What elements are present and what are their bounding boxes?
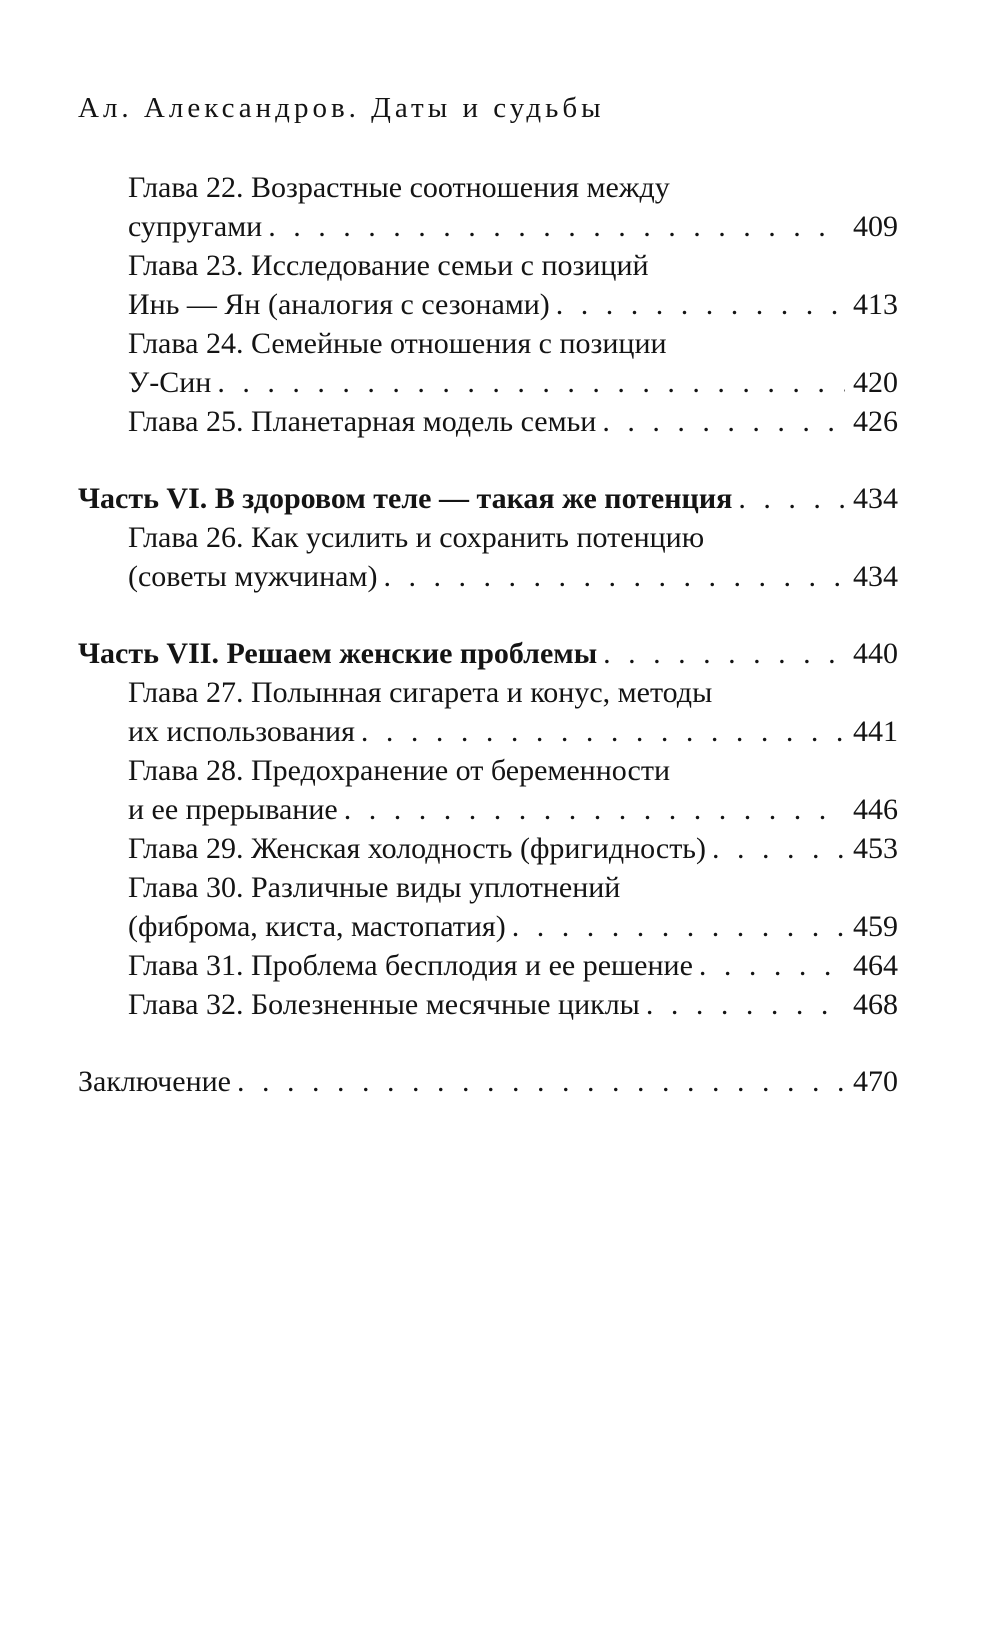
dot-leader (556, 285, 845, 324)
toc-chapter-entry[interactable] (78, 829, 898, 868)
toc-page-number: 446 (853, 793, 898, 826)
toc-title-line: У-Син (128, 366, 212, 399)
toc-page-number: 434 (853, 560, 898, 593)
toc-title-line: Глава 32. Болезненные месячные циклы (128, 988, 640, 1021)
dot-leader (217, 363, 845, 402)
toc-last-line (128, 790, 898, 829)
dot-leader (699, 946, 845, 985)
toc-title-line: (фиброма, киста, мастопатия) (128, 910, 506, 943)
toc-last-line (128, 363, 898, 402)
dot-leader (344, 790, 845, 829)
toc-page-number: 409 (853, 210, 898, 243)
toc-page-number: 420 (853, 366, 898, 399)
toc-chapter-entry[interactable] (78, 946, 898, 985)
dot-leader (512, 907, 845, 946)
toc-page-number: 426 (853, 405, 898, 438)
toc-last-line (128, 907, 898, 946)
dot-leader (361, 712, 845, 751)
toc-last-line (128, 985, 898, 1024)
toc-title-line: Заключение (78, 1065, 231, 1098)
toc-title-line: Часть VII. Решаем женские проблемы (78, 637, 598, 670)
toc-part-entry[interactable] (78, 634, 898, 673)
toc-title-line: супругами (128, 210, 263, 243)
dot-leader (712, 829, 845, 868)
toc-chapter-entry[interactable] (78, 518, 898, 596)
table-of-contents (78, 168, 898, 1101)
toc-last-line (128, 557, 898, 596)
toc-last-line (78, 1062, 898, 1101)
dot-leader (237, 1062, 845, 1101)
toc-chapter-entry[interactable] (78, 324, 898, 402)
toc-chapter-entry[interactable] (78, 402, 898, 441)
toc-page-number: 434 (853, 482, 898, 515)
toc-last-line (128, 402, 898, 441)
toc-title-line: и ее прерывание (128, 793, 338, 826)
toc-page-number: 441 (853, 715, 898, 748)
section-gap (78, 596, 898, 634)
toc-title-line: Глава 25. Планетарная модель семьи (128, 405, 597, 438)
toc-last-line (128, 285, 898, 324)
toc-title-line: Глава 28. Предохранение от беременности (128, 754, 671, 787)
dot-leader (603, 634, 845, 673)
toc-title-line: Глава 30. Различные виды уплотнений (128, 871, 621, 904)
toc-chapter-entry[interactable] (78, 673, 898, 751)
section-gap (78, 441, 898, 479)
toc-title-line: Глава 22. Возрастные соотношения между (128, 171, 670, 204)
toc-page-number: 453 (853, 832, 898, 865)
toc-last-line (78, 634, 898, 673)
toc-last-line (128, 829, 898, 868)
toc-title-line: Часть VI. В здоровом теле — такая же потенция (78, 482, 733, 515)
dot-leader (268, 207, 845, 246)
toc-title-line: Глава 27. Полынная сигарета и конус, методы (128, 676, 713, 709)
dot-leader (646, 985, 845, 1024)
toc-title-line: Глава 23. Исследование семьи с позиций (128, 249, 649, 282)
toc-page-number: 470 (853, 1065, 898, 1098)
toc-title-line: Глава 26. Как усилить и сохранить потенцию (128, 521, 705, 554)
toc-last-line (128, 712, 898, 751)
toc-part-entry[interactable] (78, 479, 898, 518)
dot-leader (383, 557, 845, 596)
toc-title-line: их использования (128, 715, 355, 748)
toc-title-line: Инь — Ян (аналогия с сезонами) (128, 288, 550, 321)
toc-title-line: (советы мужчинам) (128, 560, 378, 593)
toc-page-number: 464 (853, 949, 898, 982)
toc-chapter-entry[interactable] (78, 751, 898, 829)
toc-page-number: 468 (853, 988, 898, 1021)
toc-conclusion-entry[interactable] (78, 1062, 898, 1101)
toc-page-number: 459 (853, 910, 898, 943)
toc-chapter-entry[interactable] (78, 246, 898, 324)
toc-last-line (78, 479, 898, 518)
dot-leader (738, 479, 845, 518)
toc-chapter-entry[interactable] (78, 168, 898, 246)
toc-title-line: Глава 29. Женская холодность (фригидность) (128, 832, 706, 865)
toc-title-line: Глава 31. Проблема бесплодия и ее решение (128, 949, 693, 982)
toc-last-line (128, 946, 898, 985)
dot-leader (602, 402, 845, 441)
toc-page-number: 413 (853, 288, 898, 321)
toc-chapter-entry[interactable] (78, 868, 898, 946)
section-gap (78, 1024, 898, 1062)
toc-title-line: Глава 24. Семейные отношения с позиции (128, 327, 667, 360)
toc-last-line (128, 207, 898, 246)
toc-chapter-entry[interactable] (78, 985, 898, 1024)
toc-page-number: 440 (853, 637, 898, 670)
running-head: Ал. Александров. Даты и судьбы (78, 92, 605, 124)
